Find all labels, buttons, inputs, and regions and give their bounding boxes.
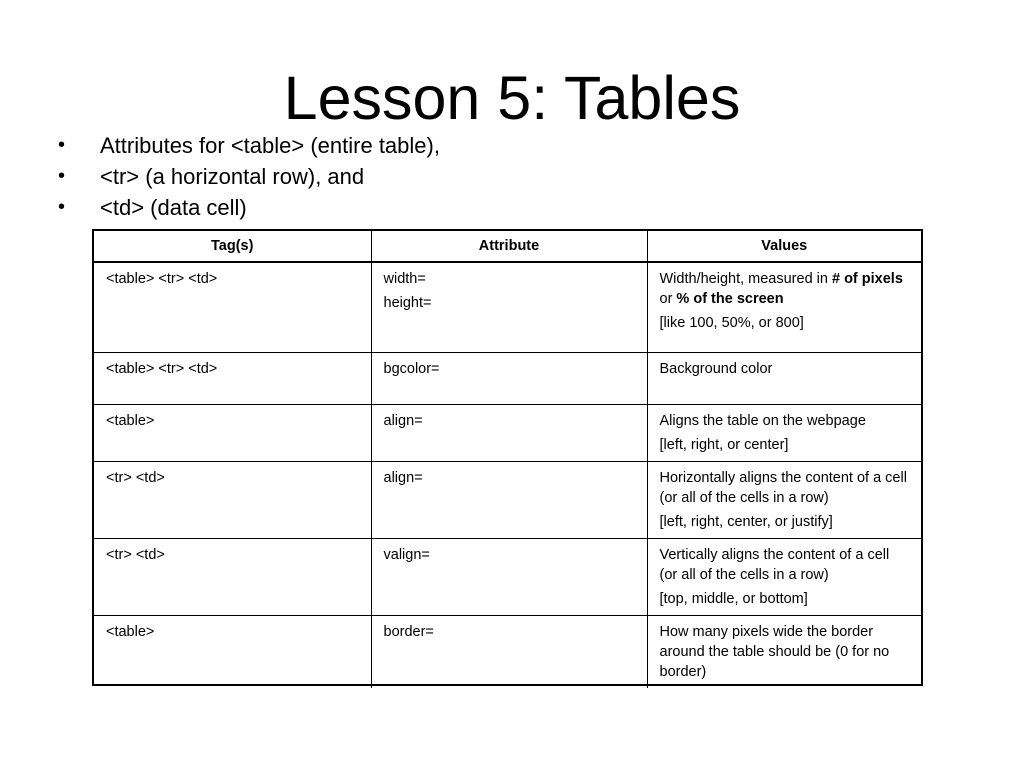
- table-header-row: [94, 231, 921, 262]
- bullet-item: [58, 161, 440, 192]
- header-values: Values: [647, 231, 921, 262]
- bullet-text: <td> (data cell): [100, 195, 247, 220]
- attribute-text: width=: [383, 271, 426, 287]
- bullet-text: <tr> (a horizontal row), and: [100, 164, 365, 189]
- values-text: Horizontally aligns the content of a cell (or all of the cells in a row): [659, 469, 907, 506]
- values-text: Background color: [659, 360, 773, 377]
- table-row: [94, 615, 921, 688]
- values-note: [like 100, 50%, or 800]: [659, 315, 804, 331]
- values-cell: [647, 404, 921, 461]
- values-intro: Width/height, measured in: [659, 271, 832, 287]
- table-row: [94, 461, 921, 538]
- table-row: [94, 404, 921, 461]
- bullet-icon: •: [58, 196, 66, 218]
- values-bold-percent: % of the screen: [676, 291, 784, 307]
- tags-cell: [94, 262, 371, 352]
- tags-cell: [94, 461, 371, 538]
- table-row: [94, 538, 921, 615]
- values-cell: [647, 538, 921, 615]
- attribute-cell: [371, 615, 647, 688]
- values-text: Aligns the table on the webpage: [659, 412, 866, 429]
- values-or: or: [659, 291, 677, 307]
- bullet-icon: •: [58, 134, 66, 156]
- attribute-text: border=: [383, 623, 434, 640]
- values-cell: [647, 262, 921, 352]
- table-row: [94, 262, 921, 352]
- tags-text: <tr> <td>: [106, 546, 165, 563]
- bullet-item: [58, 130, 440, 161]
- attributes-table: [94, 231, 921, 688]
- values-note: [left, right, or center]: [659, 436, 789, 453]
- attribute-cell: [371, 538, 647, 615]
- attribute-text: align=: [383, 412, 423, 429]
- values-text: Vertically aligns the content of a cell (or all of the cells in a row): [659, 546, 890, 583]
- values-cell: [647, 615, 921, 688]
- tags-text: <tr> <td>: [106, 469, 165, 486]
- tags-cell: [94, 352, 371, 404]
- header-attribute: Attribute: [371, 231, 647, 262]
- header-tags: Tag(s): [94, 231, 371, 262]
- values-cell: [647, 461, 921, 538]
- attribute-cell: [371, 461, 647, 538]
- attribute-text: align=: [383, 469, 423, 486]
- attribute-cell: [371, 352, 647, 404]
- slide-title: Lesson 5: Tables: [283, 64, 741, 132]
- values-bold-pixels: # of pixels: [831, 271, 903, 287]
- attribute-cell: [371, 404, 647, 461]
- tags-cell: [94, 615, 371, 688]
- attribute-text: height=: [383, 295, 432, 311]
- tags-text: <table> <tr> <td>: [106, 271, 218, 287]
- bullet-item: [58, 192, 440, 223]
- tags-text: <table>: [106, 623, 155, 640]
- attribute-text: valign=: [383, 546, 430, 563]
- values-cell: [647, 352, 921, 404]
- values-note: [top, middle, or bottom]: [659, 590, 808, 607]
- values-text: [660, 269, 910, 309]
- values-note: [left, right, center, or justify]: [659, 513, 833, 530]
- attributes-table-frame: [92, 229, 923, 686]
- values-text: How many pixels wide the border around the table should be (0 for no border): [659, 623, 890, 680]
- bullet-icon: •: [58, 165, 66, 187]
- tags-cell: [94, 538, 371, 615]
- attribute-text: bgcolor=: [383, 360, 440, 377]
- tags-text: <table>: [106, 412, 155, 429]
- table-row: [94, 352, 921, 404]
- tags-text: <table> <tr> <td>: [106, 360, 218, 377]
- attribute-cell: [371, 262, 647, 352]
- bullet-text: Attributes for <table> (entire table),: [100, 133, 440, 158]
- bullet-list: [58, 130, 440, 223]
- tags-cell: [94, 404, 371, 461]
